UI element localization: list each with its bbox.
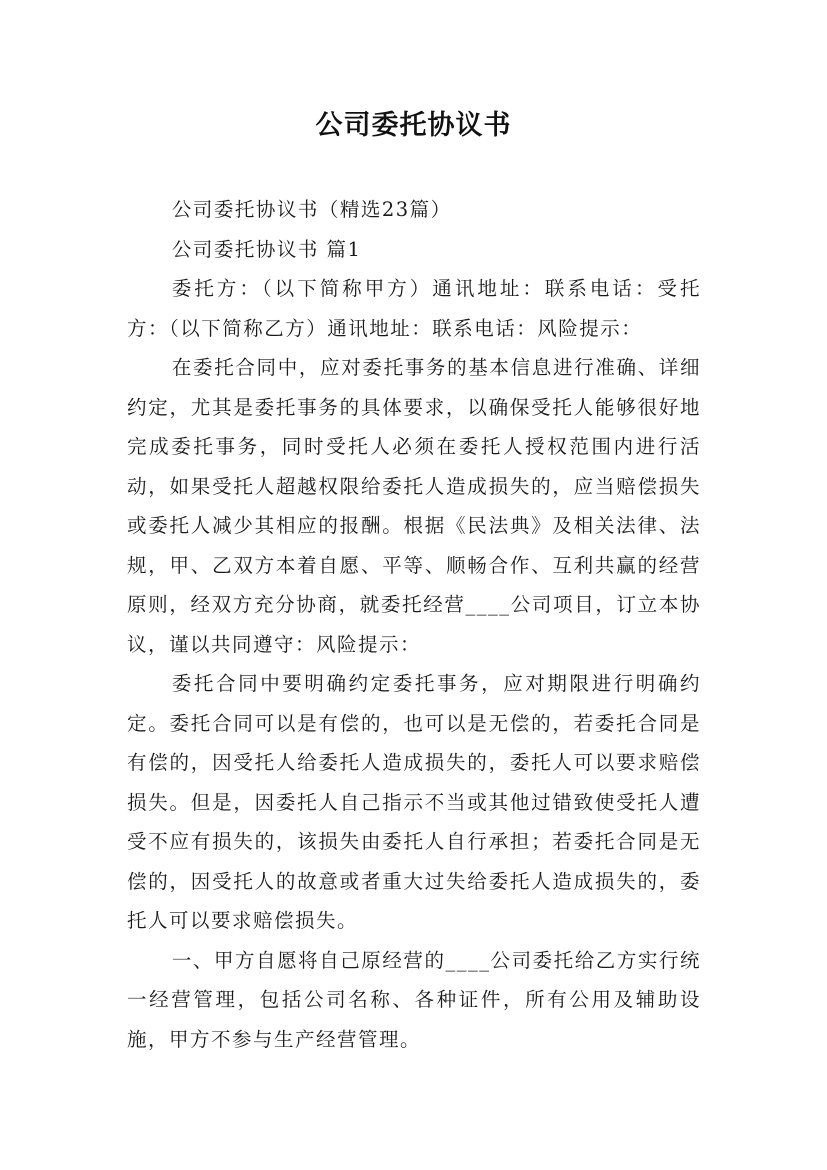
document-title: 公司委托协议书 [315,110,512,141]
paragraph-risk-notice-1: 在委托合同中，应对委托事务的基本信息进行准确、详细约定，尤其是委托事务的具体要求，以确保受托人能够很好地完成委托事务，同时受托人必须在委托人授权范围内进行活动，如果受托人超越权限给委托人造成损失的，应当赔偿损失或委托人减少其相应的报酬。根据《民法典》及相关法律、法规，甲、乙双方本着自愿、平等、顺畅合作、互利共赢的经营原则，经双方充分协商，就委托经营____公司项目，订立本协议，谨以共同遵守：风险提示： [127,356,701,656]
paragraph-section-heading: 公司委托协议书 篇1 [171,237,362,261]
paragraph-risk-notice-2: 委托合同中要明确约定委托事务，应对期限进行明确约定。委托合同可以是有偿的，也可以是无偿的，若委托合同是有偿的，因受托人给委托人造成损失的，委托人可以要求赔偿损失。但是，因委托人自己指示不当或其他过错致使受托人遭受不应有损失的，该损失由委托人自行承担；若委托合同是无偿的，因受托人的故意或者重大过失给委托人造成损失的，委托人可以要求赔偿损失。 [127,672,701,932]
paragraph-clause-1: 一、甲方自愿将自己原经营的____公司委托给乙方实行统一经营管理，包括公司名称、各种证件，所有公用及辅助设施，甲方不参与生产经营管理。 [127,948,701,1051]
paragraph-parties: 委托方：（以下简称甲方）通讯地址：联系电话：受托方：（以下简称乙方）通讯地址：联系电话：风险提示： [127,277,701,340]
document-body [127,190,701,1059]
paragraph-subtitle: 公司委托协议书（精选23篇） [171,198,452,221]
